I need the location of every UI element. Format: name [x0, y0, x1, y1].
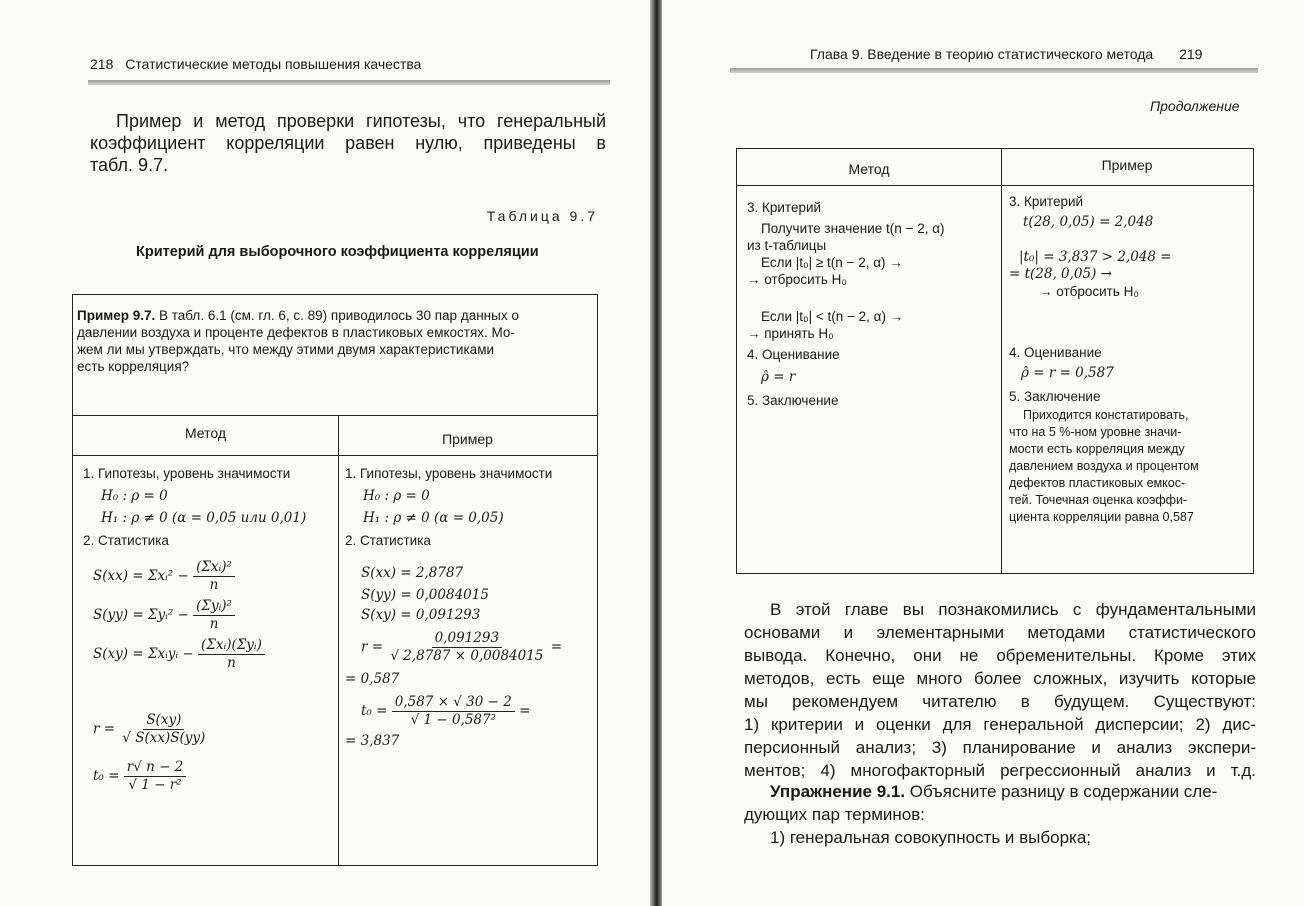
- step-conclusion: 5. Заключение: [747, 393, 839, 408]
- exercise-text: Объясните разницу в содержании сле-: [905, 782, 1218, 801]
- method-line: → отбросить H₀: [747, 272, 848, 287]
- example-label: Пример 9.7.: [77, 308, 156, 323]
- left-page: [0, 0, 650, 906]
- header-rule: [730, 68, 1258, 73]
- header-rule: [88, 80, 610, 85]
- table-divider: [73, 415, 597, 416]
- left-page-number: 218: [90, 56, 114, 72]
- conclusion-line: что на 5 %-ном уровне значи-: [1009, 425, 1182, 439]
- r-numerator: S(xy): [143, 712, 184, 730]
- step-statistics: 2. Статистика: [345, 533, 431, 548]
- table-column-divider: [338, 415, 339, 865]
- r-lhs: r =: [93, 721, 116, 737]
- r-denominator: √ S(xx)S(yy): [122, 730, 206, 746]
- col-method-header: Метод: [184, 425, 227, 441]
- body-line: 1) критерии и оценки для генеральной дисперсии; 2) дис-: [744, 715, 1256, 734]
- syy-lhs: S(yy) = Σyᵢ² −: [93, 607, 189, 623]
- body-line: основами и элементарными методами статистического: [744, 623, 1256, 642]
- intro-paragraph: [90, 110, 606, 176]
- col-example-header: Пример: [442, 431, 493, 447]
- conclusion-line: мости есть корреляция между: [1009, 442, 1185, 456]
- estimate-value: ρ̂ = r = 0,587: [1021, 365, 1114, 381]
- t0-denominator: √ 1 − r²: [128, 777, 182, 793]
- method-line: Если |t₀| < t(n − 2, α) →: [761, 309, 904, 324]
- body-line: персионный анализ; 3) планирование и анализ экспери-: [744, 738, 1256, 757]
- step-criterion: 3. Критерий: [1009, 194, 1084, 209]
- table-column-divider: [1001, 149, 1002, 573]
- conclusion-line: тей. Точечная оценка коэффи-: [1009, 493, 1188, 507]
- syy-formula: [93, 598, 335, 633]
- conclusion-line: давлением воздуха и процентом: [1009, 459, 1199, 473]
- body-line: ментов; 4) многофакторный регрессионный анализ и т.д.: [744, 761, 1256, 780]
- step-hypotheses: 1. Гипотезы, уровень значимости: [83, 466, 291, 481]
- step-hypotheses: 1. Гипотезы, уровень значимости: [345, 466, 553, 481]
- syy-denominator: n: [209, 616, 219, 632]
- sxx-lhs: S(xx) = Σxᵢ² −: [93, 568, 189, 584]
- table-divider: [737, 185, 1253, 186]
- h1-value: H₁ : ρ ≠ 0 (α = 0,05): [363, 510, 504, 526]
- table-title: Критерий для выборочного коэффициента корреляции: [136, 244, 539, 260]
- syy-value: S(yy) = 0,0084015: [361, 587, 489, 603]
- body-line: мы рекомендуем читателю в будущем. Существуют:: [744, 692, 1256, 711]
- left-page-header: [90, 56, 421, 72]
- body-line: методов, есть еще много более сложных, изучить которые: [744, 669, 1256, 688]
- method-line: → принять H₀: [747, 326, 834, 341]
- r-result: = 0,587: [345, 671, 400, 687]
- step-conclusion: 5. Заключение: [1009, 389, 1101, 404]
- estimate-formula: ρ̂ = r: [761, 369, 796, 385]
- col-example-header: Пример: [1101, 157, 1153, 173]
- conclusion-line: циента корреляции равна 0,587: [1009, 510, 1194, 524]
- t0-computation: [361, 694, 595, 729]
- t0-lhs: t₀ =: [93, 768, 120, 784]
- exercise-item: 1) генеральная совокупность и выборка;: [770, 828, 1092, 847]
- exercise-label: Упражнение 9.1.: [770, 782, 906, 801]
- h0-formula: H₀ : ρ = 0: [101, 488, 168, 504]
- method-line: Если |t₀| ≥ t(n − 2, α) →: [761, 255, 903, 270]
- example-cell: [345, 465, 595, 750]
- right-page-running-title: Глава 9. Введение в теорию статистического метода: [810, 46, 1154, 62]
- comparison-line: → отбросить H₀: [1039, 284, 1140, 299]
- exercise-text: дующих пар терминов:: [744, 805, 925, 824]
- sxx-value: S(xx) = 2,8787: [361, 565, 464, 581]
- intro-line: табл. 9.7.: [90, 155, 169, 175]
- method-line: Получите значение t(n − 2, α): [761, 221, 945, 236]
- r-denominator: √ 2,8787 × 0,0084015: [390, 648, 544, 664]
- table-label: Таблица 9.7: [486, 208, 598, 224]
- example-text: В табл. 6.1 (см. гл. 6, с. 89) приводилось 30 пар данных о: [155, 308, 519, 323]
- example-text: есть корреляция?: [77, 359, 190, 374]
- t0-lhs: t₀ =: [361, 703, 388, 719]
- h1-formula: H₁ : ρ ≠ 0 (α = 0,05 или 0,01): [101, 510, 307, 526]
- intro-line: коэффициент корреляции равен нулю, приведены в: [90, 133, 606, 153]
- summary-paragraph: [744, 598, 1256, 782]
- correlation-table-continued: [736, 148, 1254, 574]
- conclusion-line: Приходится констатировать,: [1023, 408, 1189, 422]
- exercise-block: [744, 780, 1256, 849]
- equals-sign: =: [550, 639, 562, 655]
- sxx-formula: [93, 559, 335, 594]
- example-cell: [1009, 193, 1251, 526]
- t-table-value: t(28, 0,05) = 2,048: [1023, 214, 1154, 230]
- table-divider: [73, 455, 597, 456]
- t0-formula: [93, 759, 335, 794]
- method-cell: [83, 465, 335, 794]
- correlation-table: [72, 294, 598, 866]
- step-criterion: 3. Критерий: [747, 200, 822, 215]
- t0-numerator: 0,587 × √ 30 − 2: [392, 694, 515, 712]
- r-numerator: 0,091293: [432, 630, 502, 648]
- step-estimation: 4. Оценивание: [1009, 345, 1102, 360]
- sxx-numerator: (Σxᵢ)²: [193, 559, 235, 577]
- r-formula: [93, 712, 335, 747]
- body-line: вывода. Конечно, они не обременительны. Кроме этих: [744, 646, 1256, 665]
- r-computation: [361, 630, 595, 665]
- left-page-running-title: Статистические методы повышения качества: [125, 56, 422, 72]
- intro-line: Пример и метод проверки гипотезы, что генеральный: [116, 111, 606, 131]
- method-cell: [747, 199, 997, 409]
- right-page-number: 219: [1179, 46, 1203, 62]
- continuation-label: Продолжение: [1150, 98, 1240, 114]
- syy-numerator: (Σyᵢ)²: [193, 598, 235, 616]
- col-method-header: Метод: [848, 161, 890, 177]
- sxy-denominator: n: [227, 655, 236, 671]
- t0-denominator: √ 1 − 0,587²: [410, 712, 497, 728]
- sxy-value: S(xy) = 0,091293: [361, 607, 481, 623]
- step-statistics: 2. Статистика: [83, 533, 169, 548]
- comparison-line: = t(28, 0,05) →: [1009, 266, 1112, 282]
- right-page-header: [810, 46, 1202, 62]
- sxy-formula: [93, 637, 335, 672]
- example-text: давлении воздуха и проценте дефектов в пластиковых емкостях. Мо-: [77, 325, 515, 340]
- t0-numerator: r√ n − 2: [124, 759, 187, 777]
- conclusion-text: [1009, 407, 1251, 526]
- example-problem: [77, 307, 591, 375]
- body-line: В этой главе вы познакомились с фундаментальными: [770, 600, 1256, 619]
- conclusion-line: дефектов пластиковых емкос-: [1009, 476, 1186, 490]
- step-estimation: 4. Оценивание: [747, 347, 840, 362]
- sxy-lhs: S(xy) = Σxᵢyᵢ −: [93, 646, 194, 662]
- equals-sign: =: [519, 703, 531, 719]
- sxx-denominator: n: [209, 577, 219, 593]
- right-page: [662, 0, 1304, 906]
- t0-result: = 3,837: [345, 733, 400, 749]
- r-lhs: r =: [361, 639, 384, 655]
- h0-value: H₀ : ρ = 0: [363, 488, 430, 504]
- comparison-line: |t₀| = 3,837 > 2,048 =: [1019, 249, 1172, 265]
- sxy-numerator: (Σxᵢ)(Σyᵢ): [198, 637, 265, 655]
- method-line: из t-таблицы: [747, 238, 827, 253]
- book-gutter: [650, 0, 662, 906]
- example-text: жем ли мы утверждать, что между этими двумя характеристиками: [77, 342, 495, 357]
